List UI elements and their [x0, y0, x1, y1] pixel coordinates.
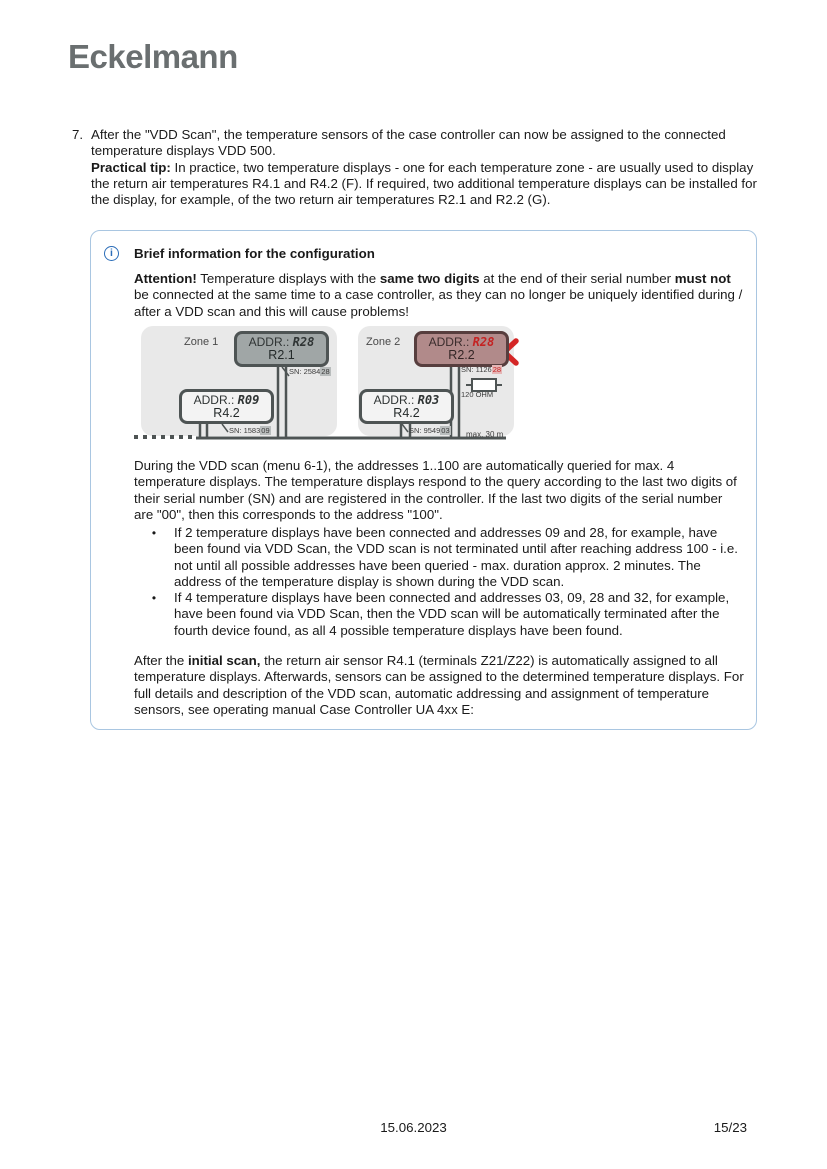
attention-bold: same two digits [379, 271, 480, 286]
info-box [90, 230, 757, 730]
eckelmann-logo: Eckelmann [68, 38, 238, 75]
list-item-7 [72, 127, 764, 208]
attention-text: at the end of their serial number [479, 271, 675, 286]
display-r21 [234, 331, 329, 367]
addr-value: R09 [237, 393, 260, 407]
paragraph-text: After the "VDD Scan", the temperature sensors of the case controller can now be assigned to the connected temperature displays VDD 500. [91, 127, 726, 159]
sn-suffix-highlight: 28 [321, 367, 330, 376]
attention-label: Attention! [134, 271, 197, 286]
serial-number-r42-zone1 [229, 426, 271, 435]
sn-prefix: SN: 9549 [409, 426, 441, 435]
display-r42-zone1 [179, 389, 274, 424]
sn-suffix-highlight: 28 [492, 365, 502, 374]
display-name: R2.2 [448, 348, 475, 362]
bullet-text: If 2 temperature displays have been connected and addresses 09 and 28, for example, have been found via VDD Scan, the VDD scan is not terminated until after reaching address 100 - i.e. not until all possible addresses have been queried - max. duration approx. 2 minutes. The address of the temperature display is shown during the VDD scan. [174, 525, 738, 589]
zone1-label: Zone 1 [184, 336, 219, 348]
addr-value: R28 [292, 335, 315, 349]
display-name: R4.2 [393, 406, 420, 420]
sn-prefix: SN: 2584 [289, 367, 321, 376]
addr-label: ADDR.: [373, 393, 415, 407]
after-scan-paragraph [134, 653, 746, 718]
display-name: R2.1 [268, 348, 295, 362]
practical-tip-text: In practice, two temperature displays - one for each temperature zone - are usually used to display the return air temperatures R4.1 and R4.2 (F). If required, two additional temperature displays can be installed for the display, for example, of the two return air temperatures R2.1 and R2.2 (G). [91, 159, 757, 208]
resistor-label: 120 OHM [461, 390, 494, 399]
addr-value: R03 [417, 393, 440, 407]
after-scan-text: After the [134, 653, 188, 668]
serial-number-r42-zone2 [409, 426, 451, 435]
display-name: R4.2 [213, 406, 240, 420]
sn-prefix: SN: 1126 [461, 365, 492, 374]
bullet-text: If 4 temperature displays have been connected and addresses 03, 09, 28 and 32, for example, have been found via VDD Scan, then the VDD scan will be automatically terminated after the fourth device found, as all 4 possible temperature displays have been found. [174, 590, 730, 638]
sn-suffix-highlight: 09 [261, 426, 270, 435]
serial-number-r22 [461, 365, 502, 374]
info-box-title: Brief information for the configuration [134, 246, 375, 261]
attention-bold: must not [674, 271, 731, 286]
vdd-scan-paragraph: During the VDD scan (menu 6-1), the addresses 1..100 are automatically queried for max. 4 temperature displays. The temperature displays respond to the query according to the last two digits of their serial number (SN) and are registered in the controller. If the last two digits of the serial number are "00", then this corresponds to the address "100". [134, 458, 737, 522]
after-scan-text: the return air sensor R4.1 (terminals Z21/Z22) is automatically assigned to all temperature displays. Afterwards, sensors can be assigned to the determined temperature displays. For full details and description of the VDD scan, automatic addressing and assignment of temperature sensors, see operating manual Case Controller UA 4xx E: [134, 653, 744, 717]
addr-label: ADDR.: [248, 335, 290, 349]
list-item-paragraph [91, 127, 759, 160]
addr-label: ADDR.: [428, 335, 470, 349]
bullet-item-1 [134, 525, 746, 590]
after-scan-bold: initial scan, [187, 653, 261, 668]
display-r42-zone2 [359, 389, 454, 424]
serial-number-r21 [289, 367, 331, 376]
bus-continuation-dots [134, 435, 194, 439]
max-cable-length-label: max. 30 m [466, 430, 504, 439]
footer-page-number: 15/23 [713, 1120, 747, 1135]
attention-text: be connected at the same time to a case controller, as they can no longer be uniquely identified during / after a VDD scan and this will cause problems! [134, 287, 743, 319]
bullet-marker: • [151, 591, 157, 605]
info-icon: i [104, 246, 119, 261]
practical-tip-label: Practical tip: [91, 159, 171, 175]
addr-label: ADDR.: [193, 393, 235, 407]
bullet-marker: • [151, 526, 157, 540]
attention-paragraph [134, 271, 746, 320]
list-item-number: 7. [72, 127, 84, 142]
display-r22 [414, 331, 509, 367]
vdd-wiring-diagram [134, 321, 524, 453]
sn-prefix: SN: 1583 [229, 426, 261, 435]
bullet-item-2 [134, 590, 746, 639]
addr-value: R28 [472, 335, 495, 349]
zone2-label: Zone 2 [366, 336, 401, 348]
sn-suffix-highlight: 03 [441, 426, 450, 435]
attention-text: Temperature displays with the [196, 271, 380, 286]
practical-tip-paragraph [91, 160, 759, 209]
footer-date: 15.06.2023 [380, 1120, 447, 1135]
